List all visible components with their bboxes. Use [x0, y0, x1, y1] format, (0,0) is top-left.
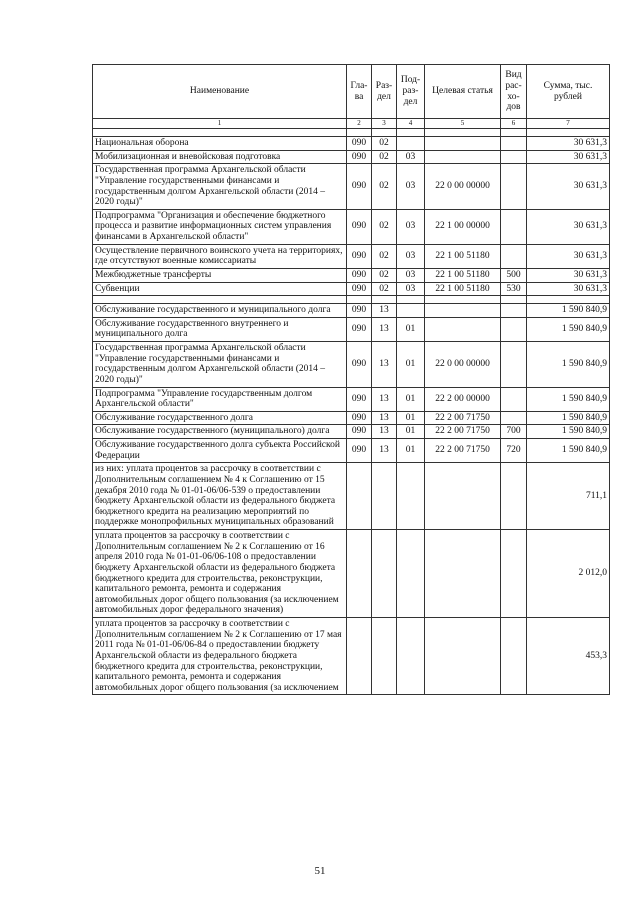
column-number: 5: [425, 119, 501, 129]
cell-razdel: 13: [372, 439, 397, 463]
cell-razdel: [372, 618, 397, 695]
cell-summa: 1 590 840,9: [527, 342, 610, 388]
cell-vid: 500: [501, 268, 527, 282]
header-name: Наименование: [93, 65, 347, 119]
cell-summa: 711,1: [527, 463, 610, 530]
cell-glava: [347, 618, 372, 695]
cell-vid: [501, 618, 527, 695]
cell-podrazdel: 01: [397, 411, 425, 425]
spacer-cell: [527, 129, 610, 137]
cell-vid: [501, 164, 527, 210]
cell-vid: [501, 304, 527, 318]
cell-podrazdel: [397, 137, 425, 151]
cell-podrazdel: [397, 618, 425, 695]
cell-statya: 22 0 00 00000: [425, 342, 501, 388]
cell-glava: [347, 530, 372, 618]
table-row: [93, 317, 610, 341]
header-razdel: Раз-дел: [372, 65, 397, 119]
cell-razdel: [372, 530, 397, 618]
cell-statya: 22 1 00 51180: [425, 282, 501, 296]
column-number: 2: [347, 119, 372, 129]
spacer-cell: [425, 296, 501, 304]
spacer-row: [93, 296, 610, 304]
column-number: 6: [501, 119, 527, 129]
cell-podrazdel: 03: [397, 268, 425, 282]
table-header-row: [93, 65, 610, 119]
header-podrazdel: Под-раз-дел: [397, 65, 425, 119]
cell-name: Национальная оборона: [93, 137, 347, 151]
column-number: 1: [93, 119, 347, 129]
spacer-cell: [397, 296, 425, 304]
cell-podrazdel: [397, 463, 425, 530]
spacer-cell: [425, 129, 501, 137]
cell-glava: 090: [347, 209, 372, 244]
table-row: [93, 244, 610, 268]
cell-razdel: 02: [372, 209, 397, 244]
cell-razdel: 02: [372, 244, 397, 268]
header-glava: Гла-ва: [347, 65, 372, 119]
cell-summa: 30 631,3: [527, 209, 610, 244]
cell-summa: 1 590 840,9: [527, 425, 610, 439]
cell-summa: 1 590 840,9: [527, 411, 610, 425]
spacer-cell: [372, 129, 397, 137]
cell-glava: 090: [347, 411, 372, 425]
table-row: [93, 530, 610, 618]
cell-glava: 090: [347, 137, 372, 151]
cell-glava: 090: [347, 244, 372, 268]
cell-podrazdel: 03: [397, 150, 425, 164]
cell-razdel: 02: [372, 137, 397, 151]
cell-summa: 30 631,3: [527, 137, 610, 151]
table-row: [93, 425, 610, 439]
spacer-cell: [372, 296, 397, 304]
cell-name: Межбюджетные трансферты: [93, 268, 347, 282]
spacer-cell: [93, 129, 347, 137]
cell-summa: 2 012,0: [527, 530, 610, 618]
cell-podrazdel: 01: [397, 425, 425, 439]
cell-statya: 22 1 00 51180: [425, 268, 501, 282]
cell-glava: 090: [347, 317, 372, 341]
cell-podrazdel: 01: [397, 387, 425, 411]
cell-name: Осуществление первичного воинского учета на территориях, где отсутствуют военные комиссариаты: [93, 244, 347, 268]
cell-statya: 22 2 00 71750: [425, 425, 501, 439]
cell-statya: 22 2 00 71750: [425, 439, 501, 463]
table-row: [93, 209, 610, 244]
cell-razdel: 13: [372, 317, 397, 341]
header-summa: Сумма, тыс. рублей: [527, 65, 610, 119]
table-row: [93, 387, 610, 411]
table-row: [93, 439, 610, 463]
cell-podrazdel: 03: [397, 164, 425, 210]
cell-podrazdel: 01: [397, 342, 425, 388]
cell-name: из них: уплата процентов за рассрочку в соответствии с Дополнительным соглашением № 4 к Соглашению от 15 декабря 2010 года № 01-01-06/06-539 о предоставлении бюджету Архангельской области из федерального бюджета бюджетного кредита на реализацию мероприятий по поддержке монопрофильных муниципальных образований: [93, 463, 347, 530]
table-row: [93, 463, 610, 530]
page-number: 51: [314, 865, 326, 877]
spacer-cell: [397, 129, 425, 137]
cell-statya: 22 1 00 51180: [425, 244, 501, 268]
table-row: [93, 137, 610, 151]
cell-vid: [501, 137, 527, 151]
cell-podrazdel: [397, 304, 425, 318]
cell-name: Подпрограмма "Управление государственным долгом Архангельской области": [93, 387, 347, 411]
column-number: 7: [527, 119, 610, 129]
cell-vid: [501, 209, 527, 244]
cell-vid: [501, 530, 527, 618]
cell-podrazdel: [397, 530, 425, 618]
cell-summa: 30 631,3: [527, 150, 610, 164]
cell-razdel: 13: [372, 342, 397, 388]
table-row: [93, 150, 610, 164]
table-row: [93, 304, 610, 318]
header-statya: Целевая статья: [425, 65, 501, 119]
spacer-cell: [501, 129, 527, 137]
cell-vid: [501, 411, 527, 425]
cell-statya: [425, 137, 501, 151]
cell-razdel: 13: [372, 411, 397, 425]
cell-statya: 22 1 00 00000: [425, 209, 501, 244]
cell-summa: 30 631,3: [527, 164, 610, 210]
cell-name: Государственная программа Архангельской области "Управление государственными финансами и государственным долгом Архангельской области (2014 – 2020 годы)": [93, 342, 347, 388]
cell-glava: 090: [347, 150, 372, 164]
cell-glava: 090: [347, 282, 372, 296]
column-number: 4: [397, 119, 425, 129]
table-body: [93, 129, 610, 695]
cell-vid: [501, 387, 527, 411]
column-number-row: [93, 119, 610, 129]
cell-summa: 30 631,3: [527, 282, 610, 296]
cell-statya: [425, 530, 501, 618]
cell-summa: 453,3: [527, 618, 610, 695]
cell-vid: [501, 317, 527, 341]
cell-razdel: 13: [372, 387, 397, 411]
spacer-cell: [347, 296, 372, 304]
cell-podrazdel: 01: [397, 317, 425, 341]
cell-statya: [425, 304, 501, 318]
cell-summa: 30 631,3: [527, 268, 610, 282]
cell-name: Подпрограмма "Организация и обеспечение бюджетного процесса и развитие информационных систем управления финансами в Архангельской области": [93, 209, 347, 244]
cell-vid: [501, 150, 527, 164]
cell-statya: 22 2 00 71750: [425, 411, 501, 425]
cell-name: Обслуживание государственного (муниципального) долга: [93, 425, 347, 439]
cell-glava: 090: [347, 425, 372, 439]
cell-podrazdel: 01: [397, 439, 425, 463]
spacer-cell: [93, 296, 347, 304]
cell-statya: 22 2 00 00000: [425, 387, 501, 411]
header-vid: Вид рас-хо-дов: [501, 65, 527, 119]
cell-razdel: 02: [372, 282, 397, 296]
cell-name: Субвенции: [93, 282, 347, 296]
cell-vid: 700: [501, 425, 527, 439]
cell-razdel: [372, 463, 397, 530]
cell-statya: [425, 463, 501, 530]
cell-name: Обслуживание государственного долга субъекта Российской Федерации: [93, 439, 347, 463]
cell-vid: [501, 463, 527, 530]
cell-name: Государственная программа Архангельской области "Управление государственными финансами и государственным долгом Архангельской области (2014 – 2020 годы)": [93, 164, 347, 210]
cell-glava: [347, 463, 372, 530]
cell-razdel: 13: [372, 304, 397, 318]
cell-vid: 720: [501, 439, 527, 463]
cell-razdel: 02: [372, 164, 397, 210]
cell-statya: 22 0 00 00000: [425, 164, 501, 210]
cell-podrazdel: 03: [397, 209, 425, 244]
spacer-cell: [527, 296, 610, 304]
cell-vid: 530: [501, 282, 527, 296]
cell-glava: 090: [347, 268, 372, 282]
cell-podrazdel: 03: [397, 244, 425, 268]
column-number: 3: [372, 119, 397, 129]
table-row: [93, 618, 610, 695]
cell-statya: [425, 150, 501, 164]
cell-summa: 1 590 840,9: [527, 317, 610, 341]
cell-glava: 090: [347, 164, 372, 210]
cell-glava: 090: [347, 342, 372, 388]
table-row: [93, 411, 610, 425]
cell-name: уплата процентов за рассрочку в соответствии с Дополнительным соглашением № 2 к Соглашению от 17 мая 2011 года № 01-01-06/06-84 о предоставлении бюджету Архангельской области из федерального бюджета бюджетного кредита для строительства, реконструкции, капитального ремонта, ремонта и содержания автомобильных дорог общего пользования (за исключением: [93, 618, 347, 695]
cell-vid: [501, 244, 527, 268]
cell-razdel: 02: [372, 150, 397, 164]
cell-name: Обслуживание государственного и муниципального долга: [93, 304, 347, 318]
table-row: [93, 164, 610, 210]
cell-statya: [425, 618, 501, 695]
cell-name: Мобилизационная и вневойсковая подготовка: [93, 150, 347, 164]
cell-podrazdel: 03: [397, 282, 425, 296]
cell-razdel: 13: [372, 425, 397, 439]
cell-name: Обслуживание государственного внутреннего и муниципального долга: [93, 317, 347, 341]
cell-statya: [425, 317, 501, 341]
spacer-cell: [347, 129, 372, 137]
cell-razdel: 02: [372, 268, 397, 282]
budget-table: [92, 64, 610, 695]
cell-summa: 1 590 840,9: [527, 439, 610, 463]
table-row: [93, 268, 610, 282]
cell-name: Обслуживание государственного долга: [93, 411, 347, 425]
table-row: [93, 342, 610, 388]
cell-summa: 30 631,3: [527, 244, 610, 268]
spacer-row: [93, 129, 610, 137]
table-row: [93, 282, 610, 296]
cell-summa: 1 590 840,9: [527, 387, 610, 411]
cell-glava: 090: [347, 387, 372, 411]
cell-summa: 1 590 840,9: [527, 304, 610, 318]
cell-glava: 090: [347, 304, 372, 318]
cell-vid: [501, 342, 527, 388]
cell-glava: 090: [347, 439, 372, 463]
cell-name: уплата процентов за рассрочку в соответствии с Дополнительным соглашением № 2 к Соглашению от 16 апреля 2010 года № 01-01-06/06-108 о предоставлении бюджету Архангельской области из федерального бюджета бюджетного кредита для строительства, реконструкции, капитального ремонта, ремонта и содержания автомобильных дорог общего пользования (за исключением автомобильных дорог федерального значения): [93, 530, 347, 618]
spacer-cell: [501, 296, 527, 304]
